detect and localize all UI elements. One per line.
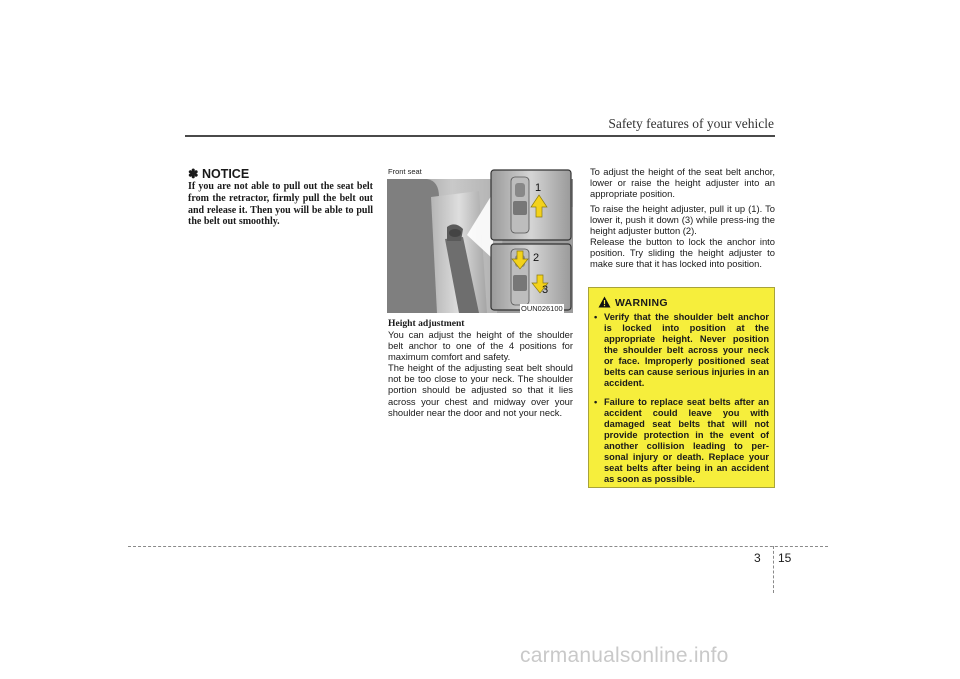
callout-3: 3 (542, 284, 549, 296)
seat-belt-adjuster-illustration (387, 167, 573, 313)
height-adjustment-paragraph: The height of the adjusting seat belt should not be too close to your neck. The shoulder portion should be adjusted so that it lies across your chest and midway over your shoulder near the door and not your neck. (388, 362, 573, 418)
header-rule (185, 135, 775, 137)
footer-divider (773, 546, 774, 593)
adjust-paragraph: To raise the height adjuster, pull it up (1). To lower it, push it down (3) while press-ing the height adjuster button (2). (590, 203, 775, 237)
callout-1: 1 (535, 182, 542, 194)
figure-label: Front seat (388, 167, 422, 176)
height-adjustment-heading: Height adjustment (388, 318, 465, 329)
warning-item (594, 312, 769, 389)
page-number: 15 (778, 551, 792, 565)
watermark: carmanualsonline.info (520, 644, 729, 667)
callout-2: 2 (533, 252, 540, 264)
running-header: Safety features of your vehicle (608, 116, 774, 131)
notice-heading: ✽ NOTICE (188, 167, 250, 181)
warning-item-text: Verify that the shoulder belt anchor is locked into position at the appropriate height. Never position the shoulder belt across your neck or face. Improperly positioned seat belts can cause serious injuries in an accident. (604, 312, 769, 388)
warning-title: WARNING (615, 297, 668, 309)
footer-rule (128, 546, 828, 547)
figure-code: OUN026100 (521, 304, 563, 313)
height-adjustment-paragraph: You can adjust the height of the shoulder belt anchor to one of the 4 positions for maximum comfort and safety. (388, 329, 573, 363)
warning-item-text: Failure to replace seat belts after an accident could leave you with damaged seat belts that will not provide protection in the event of another collision leading to per-sonal injury or death. Replace your seat belts after being in an accident as soon as possible. (604, 397, 769, 484)
warning-triangle-icon (598, 296, 611, 308)
notice-body: If you are not able to pull out the seat belt from the retractor, firmly pull the belt out and release it. Then you will be able to pull the belt out smoothly. (188, 181, 373, 228)
bullet: • (594, 397, 598, 407)
warning-item (594, 397, 769, 485)
adjust-paragraph: To adjust the height of the seat belt anchor, lower or raise the height adjuster into an appropriate position. (590, 166, 775, 200)
chapter-number: 3 (754, 551, 761, 565)
adjust-paragraph: Release the button to lock the anchor into position. Try sliding the height adjuster to make sure that it has locked into position. (590, 236, 775, 270)
bullet: • (594, 312, 598, 322)
